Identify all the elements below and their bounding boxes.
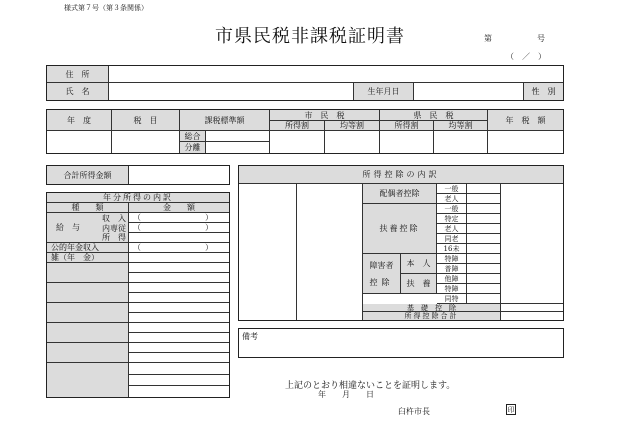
blank-amount-3b[interactable] xyxy=(129,313,229,323)
ded-value-2[interactable] xyxy=(467,194,501,204)
blank-amount-6a[interactable] xyxy=(129,363,229,375)
dep-specific-label: 特定 xyxy=(437,214,467,224)
ded-value-9[interactable] xyxy=(467,264,501,274)
base-header: 課税標準額 xyxy=(180,110,270,131)
salary-deduction-label: 内専従 xyxy=(89,223,129,233)
separate-label: 分離 xyxy=(180,142,206,153)
ded-value-11[interactable] xyxy=(467,284,501,294)
total-income-label: 合計所得金額 xyxy=(47,166,129,184)
form-number: 様式第７号（第３条関係） xyxy=(64,4,148,12)
birthdate-label: 生年月日 xyxy=(354,83,414,100)
salary-income-label: 収 入 xyxy=(89,213,129,223)
ded-right-area[interactable] xyxy=(501,184,563,304)
paren-open: （ xyxy=(133,243,141,252)
paren-close: ） xyxy=(205,243,213,252)
support-special-label: 特障 xyxy=(437,284,467,294)
seal-text: 印 xyxy=(507,405,515,414)
dep-cohabit-label: 同老 xyxy=(437,234,467,244)
ded-value-5[interactable] xyxy=(467,224,501,234)
blank-amount-2b[interactable] xyxy=(129,293,229,303)
year-value[interactable] xyxy=(47,131,112,153)
blank-type-4[interactable] xyxy=(47,323,129,343)
self-ordinary-label: 普障 xyxy=(437,264,467,274)
blank-type-5[interactable] xyxy=(47,343,129,363)
control-label-text: 控除 xyxy=(369,277,394,287)
spouse-elderly-label: 老人 xyxy=(437,194,467,204)
pref-income-header: 所得割 xyxy=(380,121,434,131)
remarks-label: 備考 xyxy=(242,332,258,341)
city-capita-header: 均等割 xyxy=(325,121,380,131)
page-title: 市県民税非課税証明書 xyxy=(215,26,405,47)
spouse-deduction-label: 配偶者控除 xyxy=(363,184,437,204)
deductions-title: 所得控除の内訳 xyxy=(239,166,563,184)
disabled-label xyxy=(363,254,401,294)
deduction-total-label: 所得控除合計 xyxy=(363,312,501,320)
paren-open: （ xyxy=(133,223,141,232)
dep-elderly-label: 老人 xyxy=(437,224,467,234)
blank-amount-1a[interactable] xyxy=(129,263,229,273)
city-income-header: 所得割 xyxy=(270,121,325,131)
pref-capita-value[interactable] xyxy=(434,131,488,153)
ded-value-6[interactable] xyxy=(467,234,501,244)
dep-under16-label: 16未 xyxy=(437,244,467,254)
city-tax-header: 市 民 税 xyxy=(270,110,380,121)
pref-capita-header: 均等割 xyxy=(434,121,488,131)
city-income-value[interactable] xyxy=(270,131,325,153)
blank-amount-3a[interactable] xyxy=(129,303,229,313)
self-label: 本 人 xyxy=(401,254,437,274)
pref-income-value[interactable] xyxy=(380,131,434,153)
remarks-box[interactable] xyxy=(238,328,564,358)
blank-type-2[interactable] xyxy=(47,283,129,303)
gender-label: 性 別 xyxy=(524,83,563,100)
total-income-value[interactable] xyxy=(129,166,229,184)
name-field[interactable] xyxy=(109,83,354,100)
salary-deduction-value[interactable] xyxy=(129,223,229,233)
pension-income-label: 公的年金収入 xyxy=(47,243,129,253)
date-field: （ ／ ） xyxy=(506,52,546,61)
number-label: 第 xyxy=(484,34,492,43)
support-label: 扶 養 xyxy=(401,274,437,294)
dependents-deduction-label: 扶養控除 xyxy=(363,204,437,254)
disabled-label-text: 障害者 xyxy=(369,260,394,270)
certify-text: 上記のとおり相違ないことを証明します。 xyxy=(285,381,456,391)
blank-amount-1b[interactable] xyxy=(129,273,229,283)
year-header: 年 度 xyxy=(47,110,112,131)
ded-left-col-2[interactable] xyxy=(297,184,363,320)
salary-earned-value[interactable] xyxy=(129,233,229,243)
ded-value-10[interactable] xyxy=(467,274,501,284)
ded-value-3[interactable] xyxy=(467,204,501,214)
blank-amount-6b[interactable] xyxy=(129,375,229,386)
annual-tax-header: 年 税 額 xyxy=(488,110,563,131)
tax-table xyxy=(46,109,564,154)
other-disabled-label: 他障 xyxy=(437,274,467,284)
col-amount-header: 金 額 xyxy=(129,203,229,213)
blank-type-1[interactable] xyxy=(47,263,129,283)
ded-value-7[interactable] xyxy=(467,244,501,254)
basic-deduction-value[interactable] xyxy=(501,304,563,312)
pension-income-value[interactable] xyxy=(129,243,229,253)
number-suffix: 号 xyxy=(537,34,545,43)
dep-general-label: 一般 xyxy=(437,204,467,214)
blank-amount-4a[interactable] xyxy=(129,323,229,333)
pref-tax-header: 県 民 税 xyxy=(380,110,488,121)
col-type-header: 種 類 xyxy=(47,203,129,213)
support-cohab-label: 同特 xyxy=(437,294,467,304)
address-label: 住 所 xyxy=(47,66,109,83)
blank-amount-5a[interactable] xyxy=(129,343,229,353)
paren-open: （ xyxy=(133,213,141,222)
name-label: 氏 名 xyxy=(47,83,109,100)
birthdate-field[interactable] xyxy=(414,83,524,100)
applicant-table xyxy=(46,65,564,101)
deduction-total-value[interactable] xyxy=(501,312,563,320)
blank-type-3[interactable] xyxy=(47,303,129,323)
salary-income-value[interactable] xyxy=(129,213,229,223)
blank-type-6[interactable] xyxy=(47,363,129,397)
salary-earned-label: 所 得 xyxy=(89,233,129,243)
ded-value-8[interactable] xyxy=(467,254,501,264)
blank-amount-6c[interactable] xyxy=(129,386,229,397)
item-value[interactable] xyxy=(112,131,180,153)
ded-value-1[interactable] xyxy=(467,184,501,194)
total-income-box xyxy=(46,165,230,185)
item-header: 税 目 xyxy=(112,110,180,131)
ded-left-col-1[interactable] xyxy=(239,184,297,320)
annual-tax-value[interactable] xyxy=(488,131,563,153)
ded-value-12[interactable] xyxy=(467,294,501,304)
issuer-name: 臼杵市長 xyxy=(398,407,430,416)
address-field[interactable] xyxy=(109,66,563,83)
total-value[interactable] xyxy=(206,131,270,142)
blank-amount-4b[interactable] xyxy=(129,333,229,343)
pension-misc-label: 雑（年 金） xyxy=(47,253,129,263)
issue-date: 年 月 日 xyxy=(318,390,374,399)
deductions-table xyxy=(238,165,564,321)
seal-stamp xyxy=(506,404,516,415)
blank-amount-2a[interactable] xyxy=(129,283,229,293)
city-capita-value[interactable] xyxy=(325,131,380,153)
paren-close: ） xyxy=(205,213,213,222)
self-special-label: 特障 xyxy=(437,254,467,264)
separate-value[interactable] xyxy=(206,142,270,153)
basic-deduction-label: 基 礎 控 除 xyxy=(363,304,501,312)
income-breakdown-title: 年分所得の内訳 xyxy=(47,193,229,203)
blank-amount-5b[interactable] xyxy=(129,353,229,363)
paren-close: ） xyxy=(205,223,213,232)
pension-misc-value[interactable] xyxy=(129,253,229,263)
salary-label: 給 与 xyxy=(47,213,89,243)
spouse-general-label: 一般 xyxy=(437,184,467,194)
income-breakdown-table xyxy=(46,192,230,398)
total-label: 総合 xyxy=(180,131,206,142)
ded-value-4[interactable] xyxy=(467,214,501,224)
